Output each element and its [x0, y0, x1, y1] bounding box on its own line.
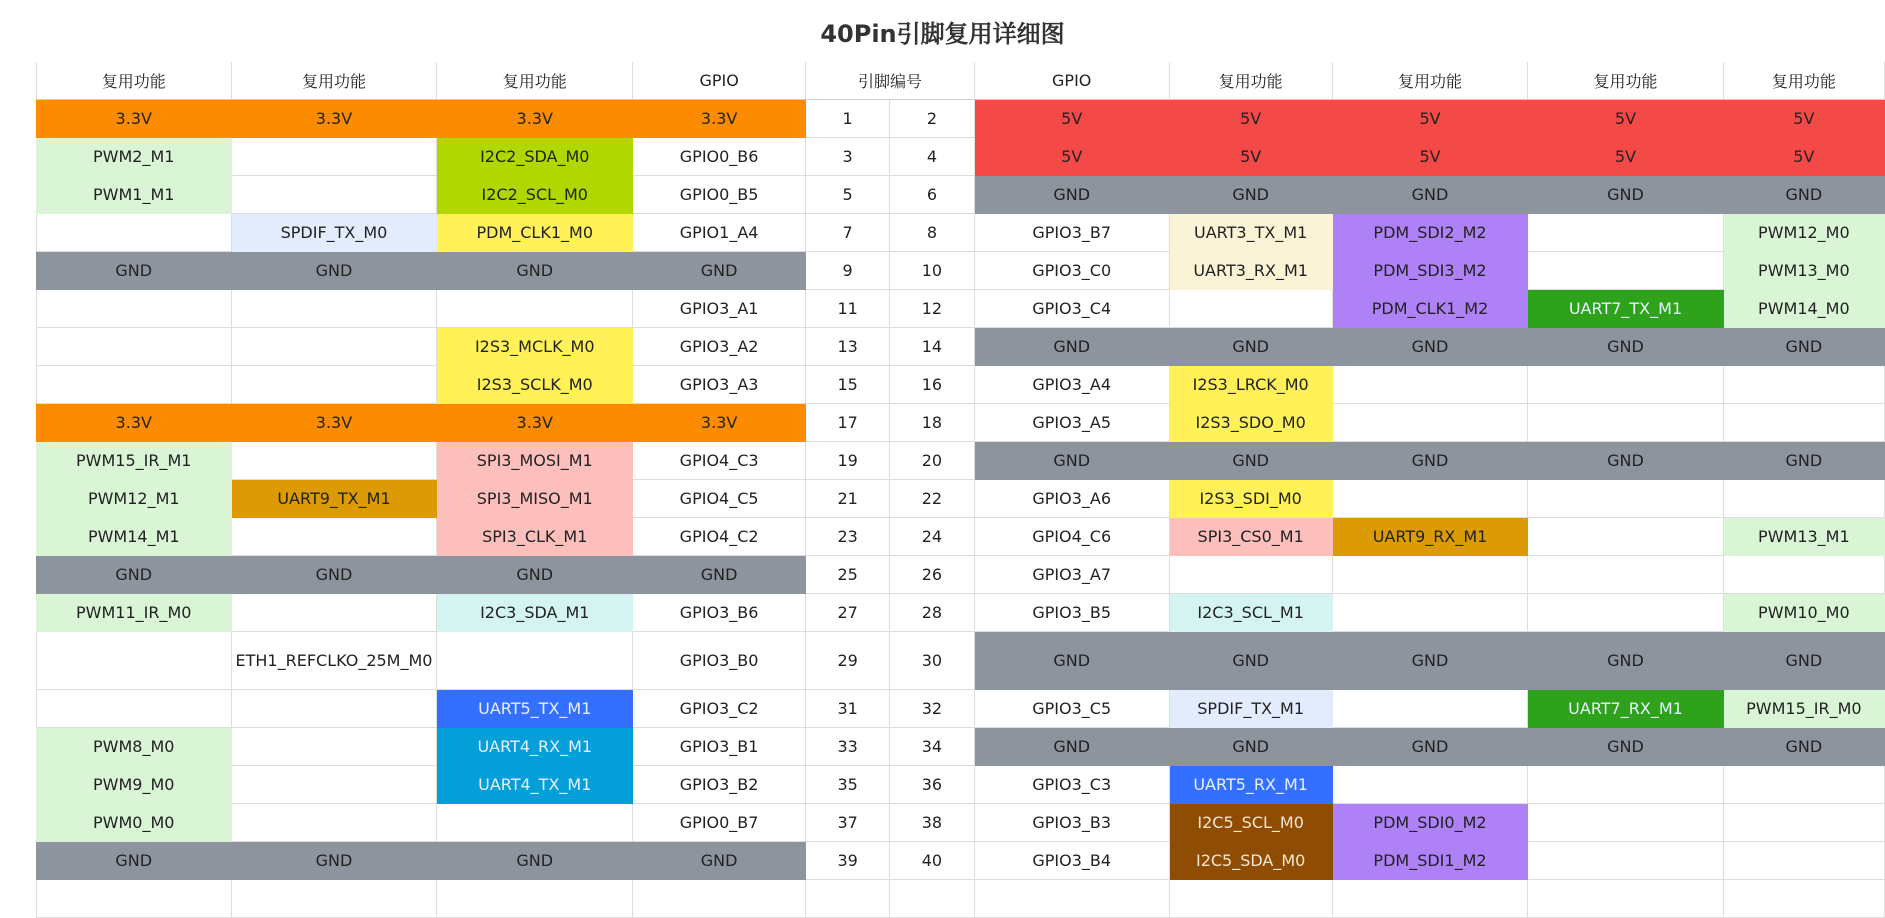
pin-number-cell: 25 — [806, 556, 890, 594]
pin-row — [37, 290, 1885, 328]
pin-number-cell: 32 — [890, 690, 975, 728]
gpio-cell: GPIO4_C3 — [633, 442, 806, 480]
function-cell: GND — [1332, 632, 1528, 690]
pin-row — [37, 632, 1885, 690]
function-cell: 5V — [1332, 138, 1528, 176]
function-cell: PWM12_M0 — [1723, 214, 1884, 252]
pin-row — [37, 252, 1885, 290]
function-cell: PWM14_M0 — [1723, 290, 1884, 328]
pin-number-cell: 15 — [806, 366, 890, 404]
function-cell: 3.3V — [37, 404, 232, 442]
gpio-cell: GPIO3_B1 — [633, 728, 806, 766]
function-cell: PDM_SDI3_M2 — [1332, 252, 1528, 290]
pin-number-cell: 18 — [890, 404, 975, 442]
function-cell — [1169, 556, 1332, 594]
pin-number-cell: 29 — [806, 632, 890, 690]
pin-row — [37, 138, 1885, 176]
function-cell: PWM2_M1 — [37, 138, 232, 176]
function-cell: UART5_RX_M1 — [1169, 766, 1332, 804]
function-cell — [231, 328, 437, 366]
pin-number-cell: 39 — [806, 842, 890, 880]
function-cell: UART3_TX_M1 — [1169, 214, 1332, 252]
gpio-cell: GPIO3_B4 — [974, 842, 1169, 880]
pin-number-cell: 36 — [890, 766, 975, 804]
column-header-pin-number: 引脚编号 — [806, 62, 975, 100]
function-cell: GND — [1169, 632, 1332, 690]
pin-number-cell: 17 — [806, 404, 890, 442]
pin-number-cell: 40 — [890, 842, 975, 880]
gpio-cell: GPIO1_A4 — [633, 214, 806, 252]
function-cell: 3.3V — [437, 404, 633, 442]
function-cell: GND — [1528, 328, 1723, 366]
pin-multiplexing-table — [36, 62, 1885, 918]
function-cell: GND — [1169, 176, 1332, 214]
function-cell: GND — [1332, 728, 1528, 766]
pin-number-cell: 31 — [806, 690, 890, 728]
function-cell: PWM14_M1 — [37, 518, 232, 556]
function-cell: GND — [1723, 632, 1884, 690]
gpio-cell: GPIO3_C4 — [974, 290, 1169, 328]
function-cell: I2S3_LRCK_M0 — [1169, 366, 1332, 404]
function-cell — [231, 690, 437, 728]
pin-row — [37, 442, 1885, 480]
function-cell — [1528, 366, 1723, 404]
pin-number-cell: 12 — [890, 290, 975, 328]
gpio-cell: GPIO4_C5 — [633, 480, 806, 518]
gpio-cell: GND — [974, 328, 1169, 366]
function-cell — [231, 366, 437, 404]
pin-number-cell: 38 — [890, 804, 975, 842]
function-cell — [1528, 804, 1723, 842]
pin-number-cell: 20 — [890, 442, 975, 480]
function-cell — [1332, 766, 1528, 804]
function-cell — [1528, 766, 1723, 804]
pin-number-cell: 10 — [890, 252, 975, 290]
function-cell — [231, 138, 437, 176]
function-cell: 3.3V — [231, 100, 437, 138]
pin-row — [37, 842, 1885, 880]
function-cell: 5V — [1723, 100, 1884, 138]
function-cell: SPI3_CS0_M1 — [1169, 518, 1332, 556]
function-cell — [1528, 404, 1723, 442]
column-header-alt-function: 复用功能 — [1332, 62, 1528, 100]
function-cell: GND — [1332, 328, 1528, 366]
function-cell: GND — [1169, 328, 1332, 366]
pin-number-cell: 34 — [890, 728, 975, 766]
gpio-cell: GND — [633, 556, 806, 594]
gpio-cell: GPIO3_B6 — [633, 594, 806, 632]
pin-number-cell: 19 — [806, 442, 890, 480]
function-cell — [231, 176, 437, 214]
function-cell: PWM1_M1 — [37, 176, 232, 214]
function-cell: GND — [37, 842, 232, 880]
gpio-cell: GND — [974, 176, 1169, 214]
function-cell — [1723, 556, 1884, 594]
pin-number-cell: 1 — [806, 100, 890, 138]
function-cell — [1169, 290, 1332, 328]
pin-number-cell: 4 — [890, 138, 975, 176]
pin-number-cell: 13 — [806, 328, 890, 366]
gpio-cell: GPIO3_C5 — [974, 690, 1169, 728]
function-cell — [37, 290, 232, 328]
pin-number-cell: 2 — [890, 100, 975, 138]
function-cell: PDM_SDI0_M2 — [1332, 804, 1528, 842]
function-cell — [437, 632, 633, 690]
gpio-cell: GPIO3_C2 — [633, 690, 806, 728]
function-cell — [231, 518, 437, 556]
function-cell: GND — [1332, 442, 1528, 480]
function-cell — [37, 366, 232, 404]
function-cell: 5V — [1528, 138, 1723, 176]
function-cell — [1528, 214, 1723, 252]
function-cell: I2C5_SCL_M0 — [1169, 804, 1332, 842]
function-cell — [231, 728, 437, 766]
pin-row — [37, 176, 1885, 214]
function-cell — [1528, 518, 1723, 556]
pin-number-cell: 9 — [806, 252, 890, 290]
gpio-cell: GPIO4_C2 — [633, 518, 806, 556]
gpio-cell: GND — [974, 728, 1169, 766]
pin-row — [37, 366, 1885, 404]
gpio-cell: 5V — [974, 100, 1169, 138]
pin-number-cell: 21 — [806, 480, 890, 518]
function-cell: UART9_RX_M1 — [1332, 518, 1528, 556]
pin-row — [37, 594, 1885, 632]
gpio-cell: GND — [974, 442, 1169, 480]
gpio-cell: GPIO3_A5 — [974, 404, 1169, 442]
function-cell — [1528, 480, 1723, 518]
function-cell: UART3_RX_M1 — [1169, 252, 1332, 290]
gpio-cell: GPIO4_C6 — [974, 518, 1169, 556]
pin-number-cell: 37 — [806, 804, 890, 842]
function-cell — [1723, 404, 1884, 442]
function-cell — [1528, 252, 1723, 290]
function-cell: GND — [437, 842, 633, 880]
function-cell: I2C5_SDA_M0 — [1169, 842, 1332, 880]
function-cell: GND — [1528, 728, 1723, 766]
function-cell — [437, 290, 633, 328]
function-cell: I2C2_SCL_M0 — [437, 176, 633, 214]
pin-number-cell: 8 — [890, 214, 975, 252]
function-cell — [231, 442, 437, 480]
function-cell — [1332, 690, 1528, 728]
gpio-cell: GPIO3_B5 — [974, 594, 1169, 632]
function-cell: GND — [1528, 176, 1723, 214]
function-cell: GND — [1528, 442, 1723, 480]
column-header-alt-function: 复用功能 — [231, 62, 437, 100]
function-cell: UART5_TX_M1 — [437, 690, 633, 728]
pin-row — [37, 766, 1885, 804]
column-header-alt-function: 复用功能 — [1528, 62, 1723, 100]
gpio-cell: GPIO3_B3 — [974, 804, 1169, 842]
pin-number-cell: 3 — [806, 138, 890, 176]
function-cell: I2S3_MCLK_M0 — [437, 328, 633, 366]
pin-row — [37, 556, 1885, 594]
gpio-cell: GPIO3_C0 — [974, 252, 1169, 290]
column-header-alt-function: 复用功能 — [1723, 62, 1884, 100]
function-cell: I2C3_SCL_M1 — [1169, 594, 1332, 632]
function-cell: 5V — [1528, 100, 1723, 138]
column-header-gpio: GPIO — [633, 62, 806, 100]
function-cell — [1332, 556, 1528, 594]
gpio-cell: GPIO3_C3 — [974, 766, 1169, 804]
function-cell: UART4_TX_M1 — [437, 766, 633, 804]
function-cell: PWM15_IR_M1 — [37, 442, 232, 480]
function-cell: SPI3_MOSI_M1 — [437, 442, 633, 480]
function-cell — [1332, 366, 1528, 404]
function-cell: 3.3V — [231, 404, 437, 442]
function-cell: GND — [37, 252, 232, 290]
function-cell — [1528, 842, 1723, 880]
function-cell: PWM10_M0 — [1723, 594, 1884, 632]
pin-row — [37, 328, 1885, 366]
function-cell: GND — [1723, 728, 1884, 766]
function-cell: GND — [1723, 176, 1884, 214]
function-cell — [1528, 556, 1723, 594]
function-cell: GND — [1332, 176, 1528, 214]
function-cell: ETH1_REFCLKO_25M_M0 — [231, 632, 437, 690]
gpio-cell: GPIO3_B7 — [974, 214, 1169, 252]
gpio-cell: GPIO3_B0 — [633, 632, 806, 690]
pin-number-cell: 26 — [890, 556, 975, 594]
gpio-cell: GPIO0_B7 — [633, 804, 806, 842]
function-cell: UART7_TX_M1 — [1528, 290, 1723, 328]
pin-number-cell: 27 — [806, 594, 890, 632]
function-cell: PWM0_M0 — [37, 804, 232, 842]
function-cell: 3.3V — [437, 100, 633, 138]
function-cell — [37, 328, 232, 366]
function-cell: GND — [1528, 632, 1723, 690]
function-cell — [1723, 842, 1884, 880]
function-cell: I2C3_SDA_M1 — [437, 594, 633, 632]
gpio-cell: 5V — [974, 138, 1169, 176]
column-header-gpio: GPIO — [974, 62, 1169, 100]
function-cell: PWM13_M0 — [1723, 252, 1884, 290]
function-cell — [1723, 480, 1884, 518]
function-cell: GND — [1723, 442, 1884, 480]
function-cell — [37, 690, 232, 728]
function-cell — [37, 214, 232, 252]
gpio-cell: GPIO3_A7 — [974, 556, 1169, 594]
function-cell: PWM11_IR_M0 — [37, 594, 232, 632]
function-cell: PWM8_M0 — [37, 728, 232, 766]
pin-row — [37, 214, 1885, 252]
function-cell — [1332, 404, 1528, 442]
pin-number-cell: 24 — [890, 518, 975, 556]
function-cell: 5V — [1723, 138, 1884, 176]
function-cell: GND — [437, 556, 633, 594]
function-cell: PDM_SDI2_M2 — [1332, 214, 1528, 252]
function-cell: PWM12_M1 — [37, 480, 232, 518]
gpio-cell: GND — [633, 252, 806, 290]
function-cell — [1332, 594, 1528, 632]
function-cell — [1332, 480, 1528, 518]
function-cell — [1528, 594, 1723, 632]
pin-row — [37, 518, 1885, 556]
gpio-cell: 3.3V — [633, 100, 806, 138]
pin-number-cell: 6 — [890, 176, 975, 214]
function-cell: GND — [37, 556, 232, 594]
pin-number-cell: 33 — [806, 728, 890, 766]
gpio-cell: GPIO3_A4 — [974, 366, 1169, 404]
pin-rows — [37, 100, 1885, 918]
function-cell — [231, 594, 437, 632]
gpio-cell: GPIO0_B6 — [633, 138, 806, 176]
gpio-cell: GPIO3_A6 — [974, 480, 1169, 518]
column-header-alt-function: 复用功能 — [1169, 62, 1332, 100]
function-cell: PDM_CLK1_M0 — [437, 214, 633, 252]
page-title: 40Pin引脚复用详细图 — [820, 20, 1065, 48]
function-cell: SPI3_MISO_M1 — [437, 480, 633, 518]
function-cell — [231, 290, 437, 328]
function-cell: GND — [231, 252, 437, 290]
function-cell: SPDIF_TX_M0 — [231, 214, 437, 252]
function-cell: 5V — [1169, 100, 1332, 138]
header-row — [37, 62, 1885, 100]
pin-row — [37, 690, 1885, 728]
pin-row — [37, 480, 1885, 518]
pin-row — [37, 100, 1885, 138]
pin-number-cell: 7 — [806, 214, 890, 252]
gpio-cell: GPIO3_B2 — [633, 766, 806, 804]
function-cell: 5V — [1169, 138, 1332, 176]
function-cell: PDM_SDI1_M2 — [1332, 842, 1528, 880]
gpio-cell: GND — [974, 632, 1169, 690]
pin-number-cell: 5 — [806, 176, 890, 214]
pin-row — [37, 404, 1885, 442]
function-cell: GND — [1169, 442, 1332, 480]
gpio-cell: 3.3V — [633, 404, 806, 442]
function-cell: I2S3_SCLK_M0 — [437, 366, 633, 404]
function-cell: PWM9_M0 — [37, 766, 232, 804]
function-cell: GND — [437, 252, 633, 290]
function-cell: GND — [231, 842, 437, 880]
function-cell: 5V — [1332, 100, 1528, 138]
function-cell — [1723, 766, 1884, 804]
function-cell — [231, 766, 437, 804]
function-cell: I2S3_SDO_M0 — [1169, 404, 1332, 442]
function-cell: GND — [1169, 728, 1332, 766]
pin-number-cell: 30 — [890, 632, 975, 690]
function-cell: UART7_RX_M1 — [1528, 690, 1723, 728]
function-cell: SPI3_CLK_M1 — [437, 518, 633, 556]
pin-row — [37, 728, 1885, 766]
function-cell: 3.3V — [37, 100, 232, 138]
gpio-cell: GPIO0_B5 — [633, 176, 806, 214]
gpio-cell: GPIO3_A1 — [633, 290, 806, 328]
function-cell — [1723, 366, 1884, 404]
function-cell: SPDIF_TX_M1 — [1169, 690, 1332, 728]
function-cell: UART9_TX_M1 — [231, 480, 437, 518]
function-cell: PDM_CLK1_M2 — [1332, 290, 1528, 328]
pin-number-cell: 16 — [890, 366, 975, 404]
pin-number-cell: 22 — [890, 480, 975, 518]
gpio-cell: GPIO3_A2 — [633, 328, 806, 366]
column-header-alt-function: 复用功能 — [37, 62, 232, 100]
gpio-cell: GPIO3_A3 — [633, 366, 806, 404]
function-cell: I2C2_SDA_M0 — [437, 138, 633, 176]
function-cell — [37, 632, 232, 690]
pin-number-cell: 14 — [890, 328, 975, 366]
function-cell: GND — [1723, 328, 1884, 366]
pin-row — [37, 804, 1885, 842]
column-header-alt-function: 复用功能 — [437, 62, 633, 100]
function-cell: GND — [231, 556, 437, 594]
pin-number-cell: 11 — [806, 290, 890, 328]
function-cell — [231, 804, 437, 842]
function-cell: I2S3_SDI_M0 — [1169, 480, 1332, 518]
function-cell: UART4_RX_M1 — [437, 728, 633, 766]
function-cell: PWM15_IR_M0 — [1723, 690, 1884, 728]
pin-number-cell: 23 — [806, 518, 890, 556]
pin-number-cell: 28 — [890, 594, 975, 632]
function-cell — [437, 804, 633, 842]
pin-number-cell: 35 — [806, 766, 890, 804]
function-cell: PWM13_M1 — [1723, 518, 1884, 556]
function-cell — [1723, 804, 1884, 842]
gpio-cell: GND — [633, 842, 806, 880]
